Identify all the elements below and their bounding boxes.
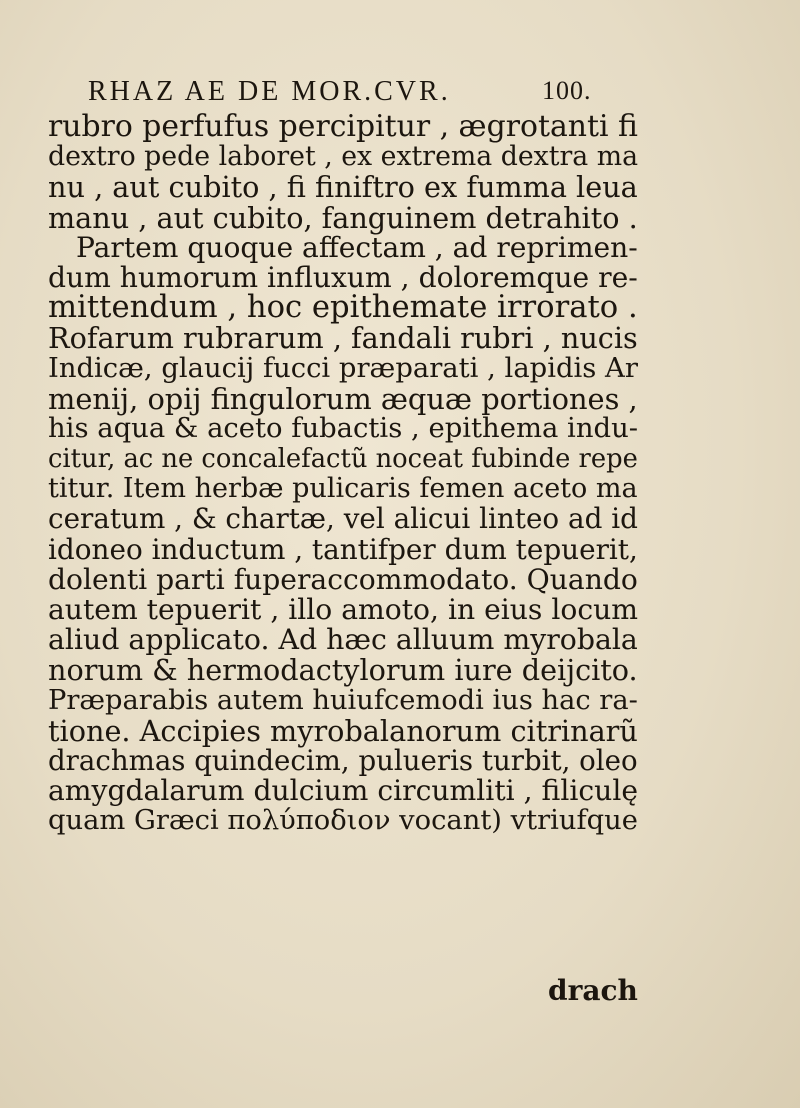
text-line: dum humorum influxum , doloremque re- xyxy=(48,260,638,294)
text-line: tione. Accipies myrobalanorum citrinarũ xyxy=(48,713,638,748)
text-line: rubro perfufus percipitur , ægrotanti fi xyxy=(48,109,638,144)
text-line: Rofarum rubrarum , fandali rubri , nucis xyxy=(48,321,638,356)
text-line: Indicæ, glaucij fucci præparati , lapidis Ar xyxy=(48,352,638,384)
text-line: nu , aut cubito , fi finiftro ex fumma leua xyxy=(48,170,638,205)
text-line: Præparabis autem huiufcemodi ius hac ra- xyxy=(48,684,638,716)
text-line: idoneo inductum , tantifper dum tepuerit, xyxy=(48,532,638,566)
text-line: dolenti parti fuperaccommodato. Quando xyxy=(48,562,638,596)
body-text xyxy=(48,109,639,837)
page-header xyxy=(88,76,628,112)
catchword: drach xyxy=(548,974,638,1007)
text-line: mittendum , hoc epithemate irrorato . xyxy=(48,290,638,326)
text-line: dextro pede laboret , ex extrema dextra ma xyxy=(48,141,639,173)
page-number: 100. xyxy=(542,76,592,105)
text-line: menij, opij fingulorum æquæ portiones , xyxy=(48,381,638,416)
text-line: autem tepuerit , illo amoto, in eius locum xyxy=(48,593,638,626)
text-line: norum & hermodactylorum iure deijcito. xyxy=(48,653,638,688)
text-line: ceratum , & chartæ, vel alicui linteo ad id xyxy=(48,502,638,536)
text-line: aliud applicato. Ad hæc alluum myrobala xyxy=(48,623,638,657)
text-line: Partem quoque affectam , ad reprimen- xyxy=(76,230,638,264)
running-head: RHAZ AE DE MOR.CVR. xyxy=(88,76,451,107)
text-line: titur. Item herbæ pulicaris femen aceto ma xyxy=(48,473,638,505)
text-line: quam Græci πολύποδιον vocant) vtriufque xyxy=(48,805,638,837)
text-line: his aqua & aceto fubactis , epithema indu- xyxy=(48,412,639,444)
text-line: amygdalarum dulcium circumliti , filiculę xyxy=(48,774,639,808)
text-line: manu , aut cubito, fanguinem detrahito . xyxy=(48,200,638,235)
text-line: drachmas quindecim, pulueris turbit, oleo xyxy=(48,743,638,777)
text-line: citur, ac ne concalefactũ noceat fubinde repe xyxy=(48,444,638,475)
